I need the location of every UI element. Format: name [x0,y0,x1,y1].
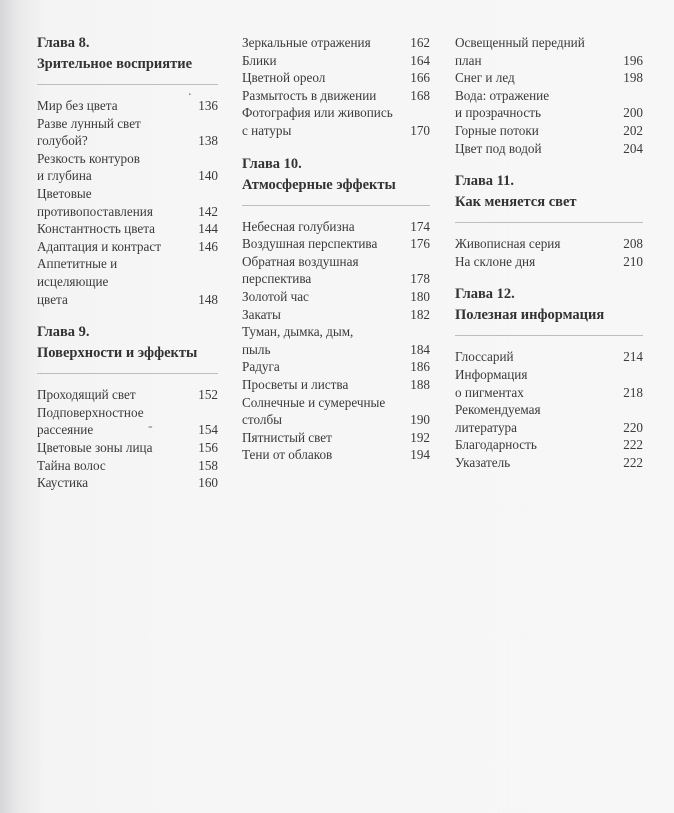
toc-entry-page: 188 [410,376,430,392]
toc-entry [242,288,430,306]
toc-entry-title: Разве лунный свет голубой? [37,115,141,149]
toc-entry-page: 146 [198,238,218,254]
toc-entry-page: 204 [623,140,643,156]
toc-entry-page: 214 [623,349,643,365]
toc-entry [455,366,643,401]
chapter-title: Как меняется свет [455,194,577,211]
toc-entry-title: Солнечные и сумеречные столбы [242,394,386,428]
stray-dot-mark: . [188,84,192,99]
toc-entry-title: Аппетитные и исцеляющие цвета [37,256,118,307]
toc-entry [37,404,218,439]
toc-entry [242,358,430,376]
toc-chapter [455,285,643,471]
toc-entry [455,122,643,140]
toc-entry-title: Информация о пигментах [455,366,528,400]
toc-entry-page: 136 [198,98,218,113]
toc-entry-page: 186 [410,359,430,375]
toc-chapter [242,34,430,140]
toc-entry-page: 174 [410,218,430,234]
toc-column-2 [242,34,430,479]
toc-entry [242,306,430,324]
toc-entry-page: 222 [623,454,643,470]
chapter-title: Зрительное восприятие [37,56,193,72]
toc-entry-title: Константность цвета [37,221,155,237]
toc-entry-page: 138 [198,133,218,149]
toc-chapter [37,323,218,492]
toc-entry-page: 166 [410,70,430,86]
toc-entry [242,446,430,464]
toc-entry-page: 168 [410,87,430,103]
toc-entry-title: Глоссарий [455,349,514,365]
toc-entry-title: Мир без цвета [37,98,118,113]
toc-entry [455,87,643,122]
toc-entry-page: 210 [623,253,643,269]
toc-entry-page: 182 [410,306,430,322]
toc-entry [455,436,643,454]
toc-entry-title: Тайна волос [37,457,106,473]
toc-entry-title: Адаптация и контраст [37,238,161,254]
toc-entry-page: 164 [410,52,430,68]
toc-entry-title: Золотой час [242,288,309,304]
toc-entry [242,218,430,236]
chapter-divider [455,222,643,223]
chapter-title: Поверхности и эффекты [37,345,198,362]
toc-entry-page: 154 [198,422,218,438]
chapter-label: Глава 8. [37,35,90,51]
toc-entry-title: Пятнистый свет [242,429,332,445]
toc-entry [242,52,430,70]
toc-entry [242,429,430,447]
stray-dash-mark: - [148,419,152,434]
toc-entry-title: Блики [242,52,277,68]
toc-entry [37,238,218,256]
chapter-divider [242,205,430,206]
toc-entry-page: 144 [198,221,218,237]
toc-entry-page: 156 [198,439,218,455]
toc-entry [37,474,218,492]
toc-entry [455,348,643,366]
toc-entry [242,394,430,429]
toc-entry-page: 198 [623,70,643,86]
toc-entry-title: На склоне дня [455,253,536,269]
toc-entry-title: Вода: отражение и прозрачность [455,87,550,121]
toc-entry [37,185,218,220]
chapter-label: Глава 10. [242,155,302,172]
toc-entry-title: Радуга [242,359,280,375]
toc-entry [37,439,218,457]
toc-entry-page: 208 [623,236,643,252]
toc-entry-page: 140 [198,168,218,184]
toc-entry-page: 190 [410,412,430,428]
toc-entry-page: 220 [623,419,643,435]
toc-entry [37,150,218,185]
toc-entry-title: Фотография или живопись с натуры [242,105,393,138]
toc-entry-title: Освещенный передний план [455,35,585,68]
toc-entry-page: 196 [623,52,643,68]
chapter-label: Глава 12. [455,286,515,303]
toc-entry-title: Обратная воздушная перспектива [242,253,359,287]
chapter-divider [37,373,218,374]
toc-chapter [455,34,643,157]
toc-entry-title: Рекомендуемая литература [455,402,541,435]
toc-chapter [242,155,430,464]
toc-entry-page: 162 [410,35,430,50]
toc-entry-page: 192 [410,429,430,445]
toc-entry [242,104,430,139]
toc-entry-page: 184 [410,341,430,357]
toc-entry-page: 152 [198,387,218,403]
toc-entry [37,457,218,475]
toc-entry [455,253,643,271]
chapter-divider [455,335,643,336]
toc-entry-title: Снег и лед [455,70,515,86]
toc-entry-title: Тени от облаков [242,447,333,463]
toc-entry [455,34,643,69]
toc-entry [242,69,430,87]
toc-entry [242,323,430,358]
toc-entry [37,220,218,238]
toc-entry-title: Горные потоки [455,122,539,138]
toc-entry-title: Живописная серия [455,236,561,252]
toc-entry [242,235,430,253]
toc-chapter [37,34,218,308]
toc-entry-page: 194 [410,447,430,463]
toc-entry-page: 200 [623,105,643,121]
chapter-title: Атмосферные эффекты [242,176,396,193]
toc-entry-title: Цветовые зоны лица [37,439,153,455]
toc-entry-title: Цветовые противопоставления [37,185,153,219]
toc-entry-page: 158 [198,457,218,473]
toc-entry-title: Просветы и листва [242,376,349,392]
toc-entry-title: Резкость контуров и глубина [37,150,140,184]
toc-entry [455,69,643,87]
toc-column-1 [37,34,218,507]
toc-entry-title: Каустика [37,475,89,491]
toc-entry-page: 222 [623,437,643,453]
toc-entry [455,454,643,472]
toc-entry [37,386,218,404]
toc-entry-title: Проходящий свет [37,387,136,403]
toc-column-3 [455,34,643,487]
toc-entry-page: 160 [198,475,218,491]
toc-entry-title: Подповерхностное рассеяние [37,404,144,438]
toc-entry [242,376,430,394]
toc-entry-page: 176 [410,236,430,252]
toc-entry [242,87,430,105]
toc-entry-title: Зеркальные отражения [242,35,371,50]
toc-entry-title: Туман, дымка, дым, пыль [242,324,354,357]
toc-entry-title: Цветной ореол [242,70,326,86]
toc-entry [455,401,643,436]
toc-entry-page: 178 [410,271,430,287]
toc-entry-page: 148 [198,291,218,307]
toc-entry-title: Размытость в движении [242,87,377,103]
toc-entry [455,235,643,253]
chapter-title: Полезная информация [455,307,605,324]
toc-entry-title: Указатель [455,454,511,470]
toc-entry [455,140,643,158]
toc-entry-title: Цвет под водой [455,140,542,156]
chapter-label: Глава 9. [37,324,90,341]
toc-chapter [455,172,643,270]
toc-entry-title: Небесная голубизна [242,218,355,234]
toc-entry-page: 218 [623,384,643,400]
toc-entry [242,34,430,52]
chapter-label: Глава 11. [455,173,515,190]
toc-entry-title: Благодарность [455,437,537,453]
toc-entry-page: 180 [410,288,430,304]
toc-entry [37,255,218,308]
toc-entry-page: 170 [410,122,430,138]
toc-entry-title: Воздушная перспектива [242,236,378,252]
toc-entry [242,253,430,288]
toc-entry [37,115,218,150]
toc-entry-page: 202 [623,122,643,138]
toc-entry-title: Закаты [242,306,281,322]
toc-entry-page: 142 [198,203,218,219]
